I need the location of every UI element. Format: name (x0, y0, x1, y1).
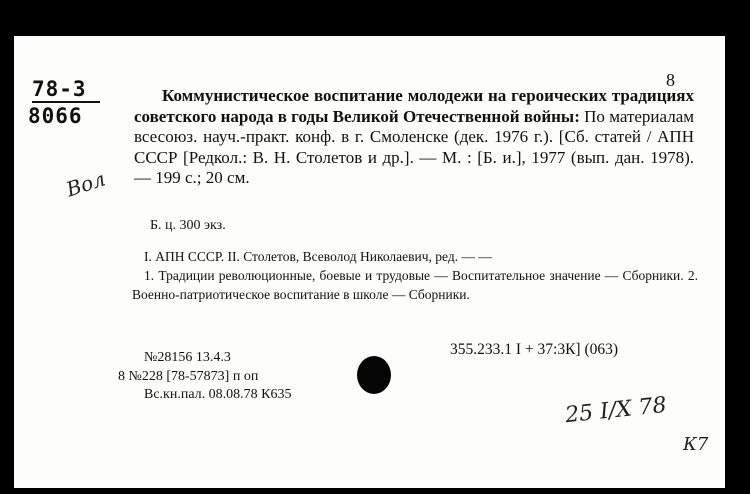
tracings (132, 247, 698, 304)
entry-description: По материалам всесоюз. науч.-практ. конф. в г. Смоленске (дек. 1976 г.). [Сб. статей / АПН СССР [Редкол.: В. Н. Столетов и др.]. — М. : [Б. и.], 1977 (вып. дан. 1978). — 199 с.; 20 см. (134, 106, 694, 187)
book-chamber-line: Вс.кн.пал. 08.08.78 К635 (144, 387, 292, 402)
page-number: 8 (666, 70, 675, 90)
handwritten-note: 25 I/Х 78 (563, 392, 668, 429)
punch-hole (357, 356, 391, 394)
tracing-subjects: 1. Традиции революционные, боевые и трудовые — Воспитательное значение — Сборники. 2. Военно-патриотическое воспитание в школе — Сборники. (132, 268, 698, 302)
catalog-card (14, 36, 725, 488)
price-circulation: Б. ц. 300 экз. (150, 218, 226, 233)
bibliographic-entry (134, 86, 694, 189)
order-line: 8 №228 [78-57873] п оп (118, 369, 259, 384)
call-number-top: 78-3 (32, 77, 87, 101)
handwritten-mark-left: Вол (63, 166, 109, 202)
record-number: №28156 13.4.3 (144, 350, 231, 365)
classification-index: 355.233.1 I + 37:3К] (063) (450, 341, 619, 358)
tracing-added-entries: I. АПН СССР. II. Столетов, Всеволод Николаевич, ред. — — (144, 249, 492, 264)
entry-title: Коммунистическое воспитание молодежи на героических традициях советского народа в годы Великой Отечественной войны: (134, 86, 694, 126)
call-number-bottom: 8066 (28, 104, 83, 128)
call-number-divider (32, 101, 100, 103)
handwritten-note-2: К7 (683, 434, 709, 455)
